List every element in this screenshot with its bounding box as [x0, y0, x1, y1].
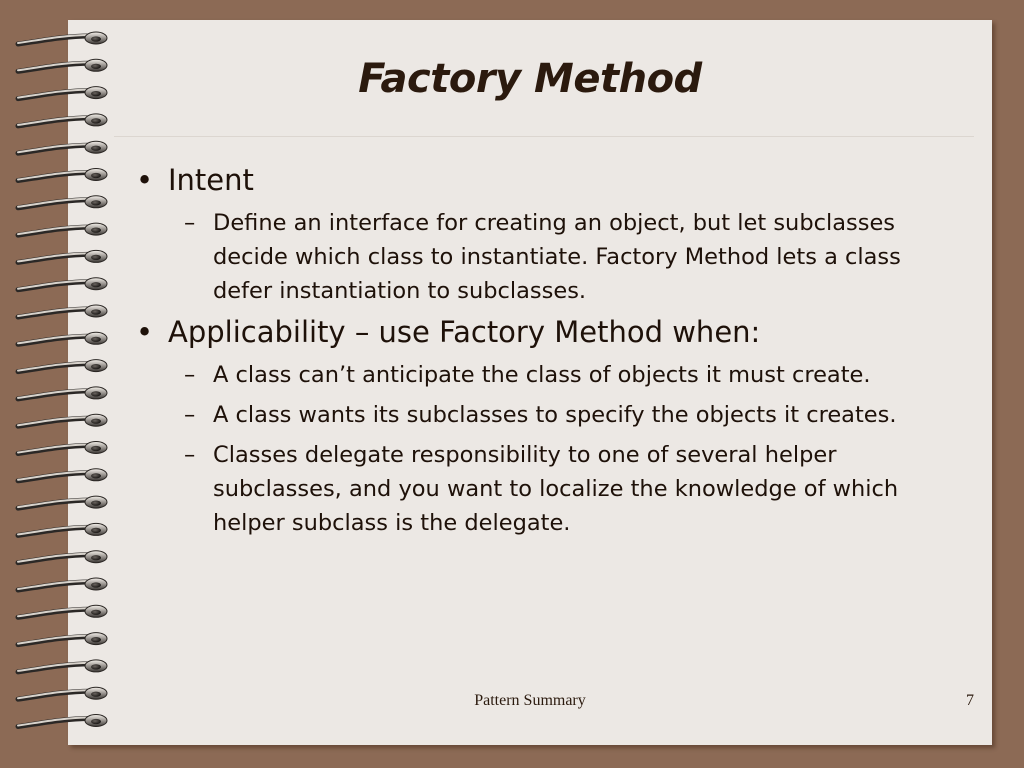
bullet-icon: • — [136, 315, 154, 349]
sub-bullet-text: Classes delegate responsibility to one of several helper subclasses, and you want to localize the knowledge of which helper subclass is the delegate. — [213, 442, 899, 536]
binding-coil — [18, 605, 107, 617]
binding-coil — [18, 715, 107, 727]
dash-icon: – — [184, 402, 196, 428]
binding-coil — [18, 250, 107, 262]
spiral-binding-icon — [0, 0, 130, 768]
binding-coil — [18, 523, 107, 535]
binding-coil — [18, 332, 107, 344]
binding-coil — [18, 496, 107, 508]
binding-coil — [18, 87, 107, 99]
sub-bullet-text: A class can’t anticipate the class of objects it must create. — [213, 362, 871, 388]
sub-bullet — [126, 438, 946, 540]
binding-coil — [18, 114, 107, 126]
binding-coil — [18, 660, 107, 672]
footer-label: Pattern Summary — [474, 692, 586, 709]
binding-coil — [18, 169, 107, 181]
bullet-icon: • — [136, 163, 154, 197]
slide-title: Factory Method — [358, 56, 702, 102]
binding-coil — [18, 578, 107, 590]
binding-coil — [18, 414, 107, 426]
sub-bullet-text: Define an interface for creating an object, but let subclasses decide which class to instantiate. Factory Method lets a class defer instantiation to subclasses. — [213, 210, 901, 304]
binding-coil — [18, 633, 107, 645]
binding-coil — [18, 278, 107, 290]
binding-coil — [18, 305, 107, 317]
binding-coil — [18, 387, 107, 399]
binding-coil — [18, 469, 107, 481]
dash-icon: – — [184, 362, 196, 388]
dash-icon: – — [184, 210, 196, 236]
binding-coil — [18, 551, 107, 563]
bullet-text: Applicability – use Factory Method when: — [168, 315, 761, 349]
binding-coil — [18, 196, 107, 208]
sub-bullet-text: A class wants its subclasses to specify the objects it creates. — [213, 402, 897, 428]
page-number: 7 — [966, 692, 974, 709]
binding-coil — [18, 223, 107, 235]
title-divider — [114, 136, 974, 137]
binding-coil — [18, 360, 107, 372]
sub-bullet — [126, 398, 946, 432]
dash-icon: – — [184, 442, 196, 468]
binding-coil — [18, 442, 107, 454]
binding-coil — [18, 59, 107, 71]
slide-content — [126, 162, 946, 546]
bullet-applicability — [126, 314, 946, 350]
binding-coil — [18, 687, 107, 699]
bullet-intent — [126, 162, 946, 198]
binding-coil — [18, 32, 107, 44]
binding-coil — [18, 141, 107, 153]
sub-bullet — [126, 206, 946, 308]
sub-bullet — [126, 358, 946, 392]
slide-page — [68, 20, 992, 745]
bullet-text: Intent — [168, 163, 254, 197]
